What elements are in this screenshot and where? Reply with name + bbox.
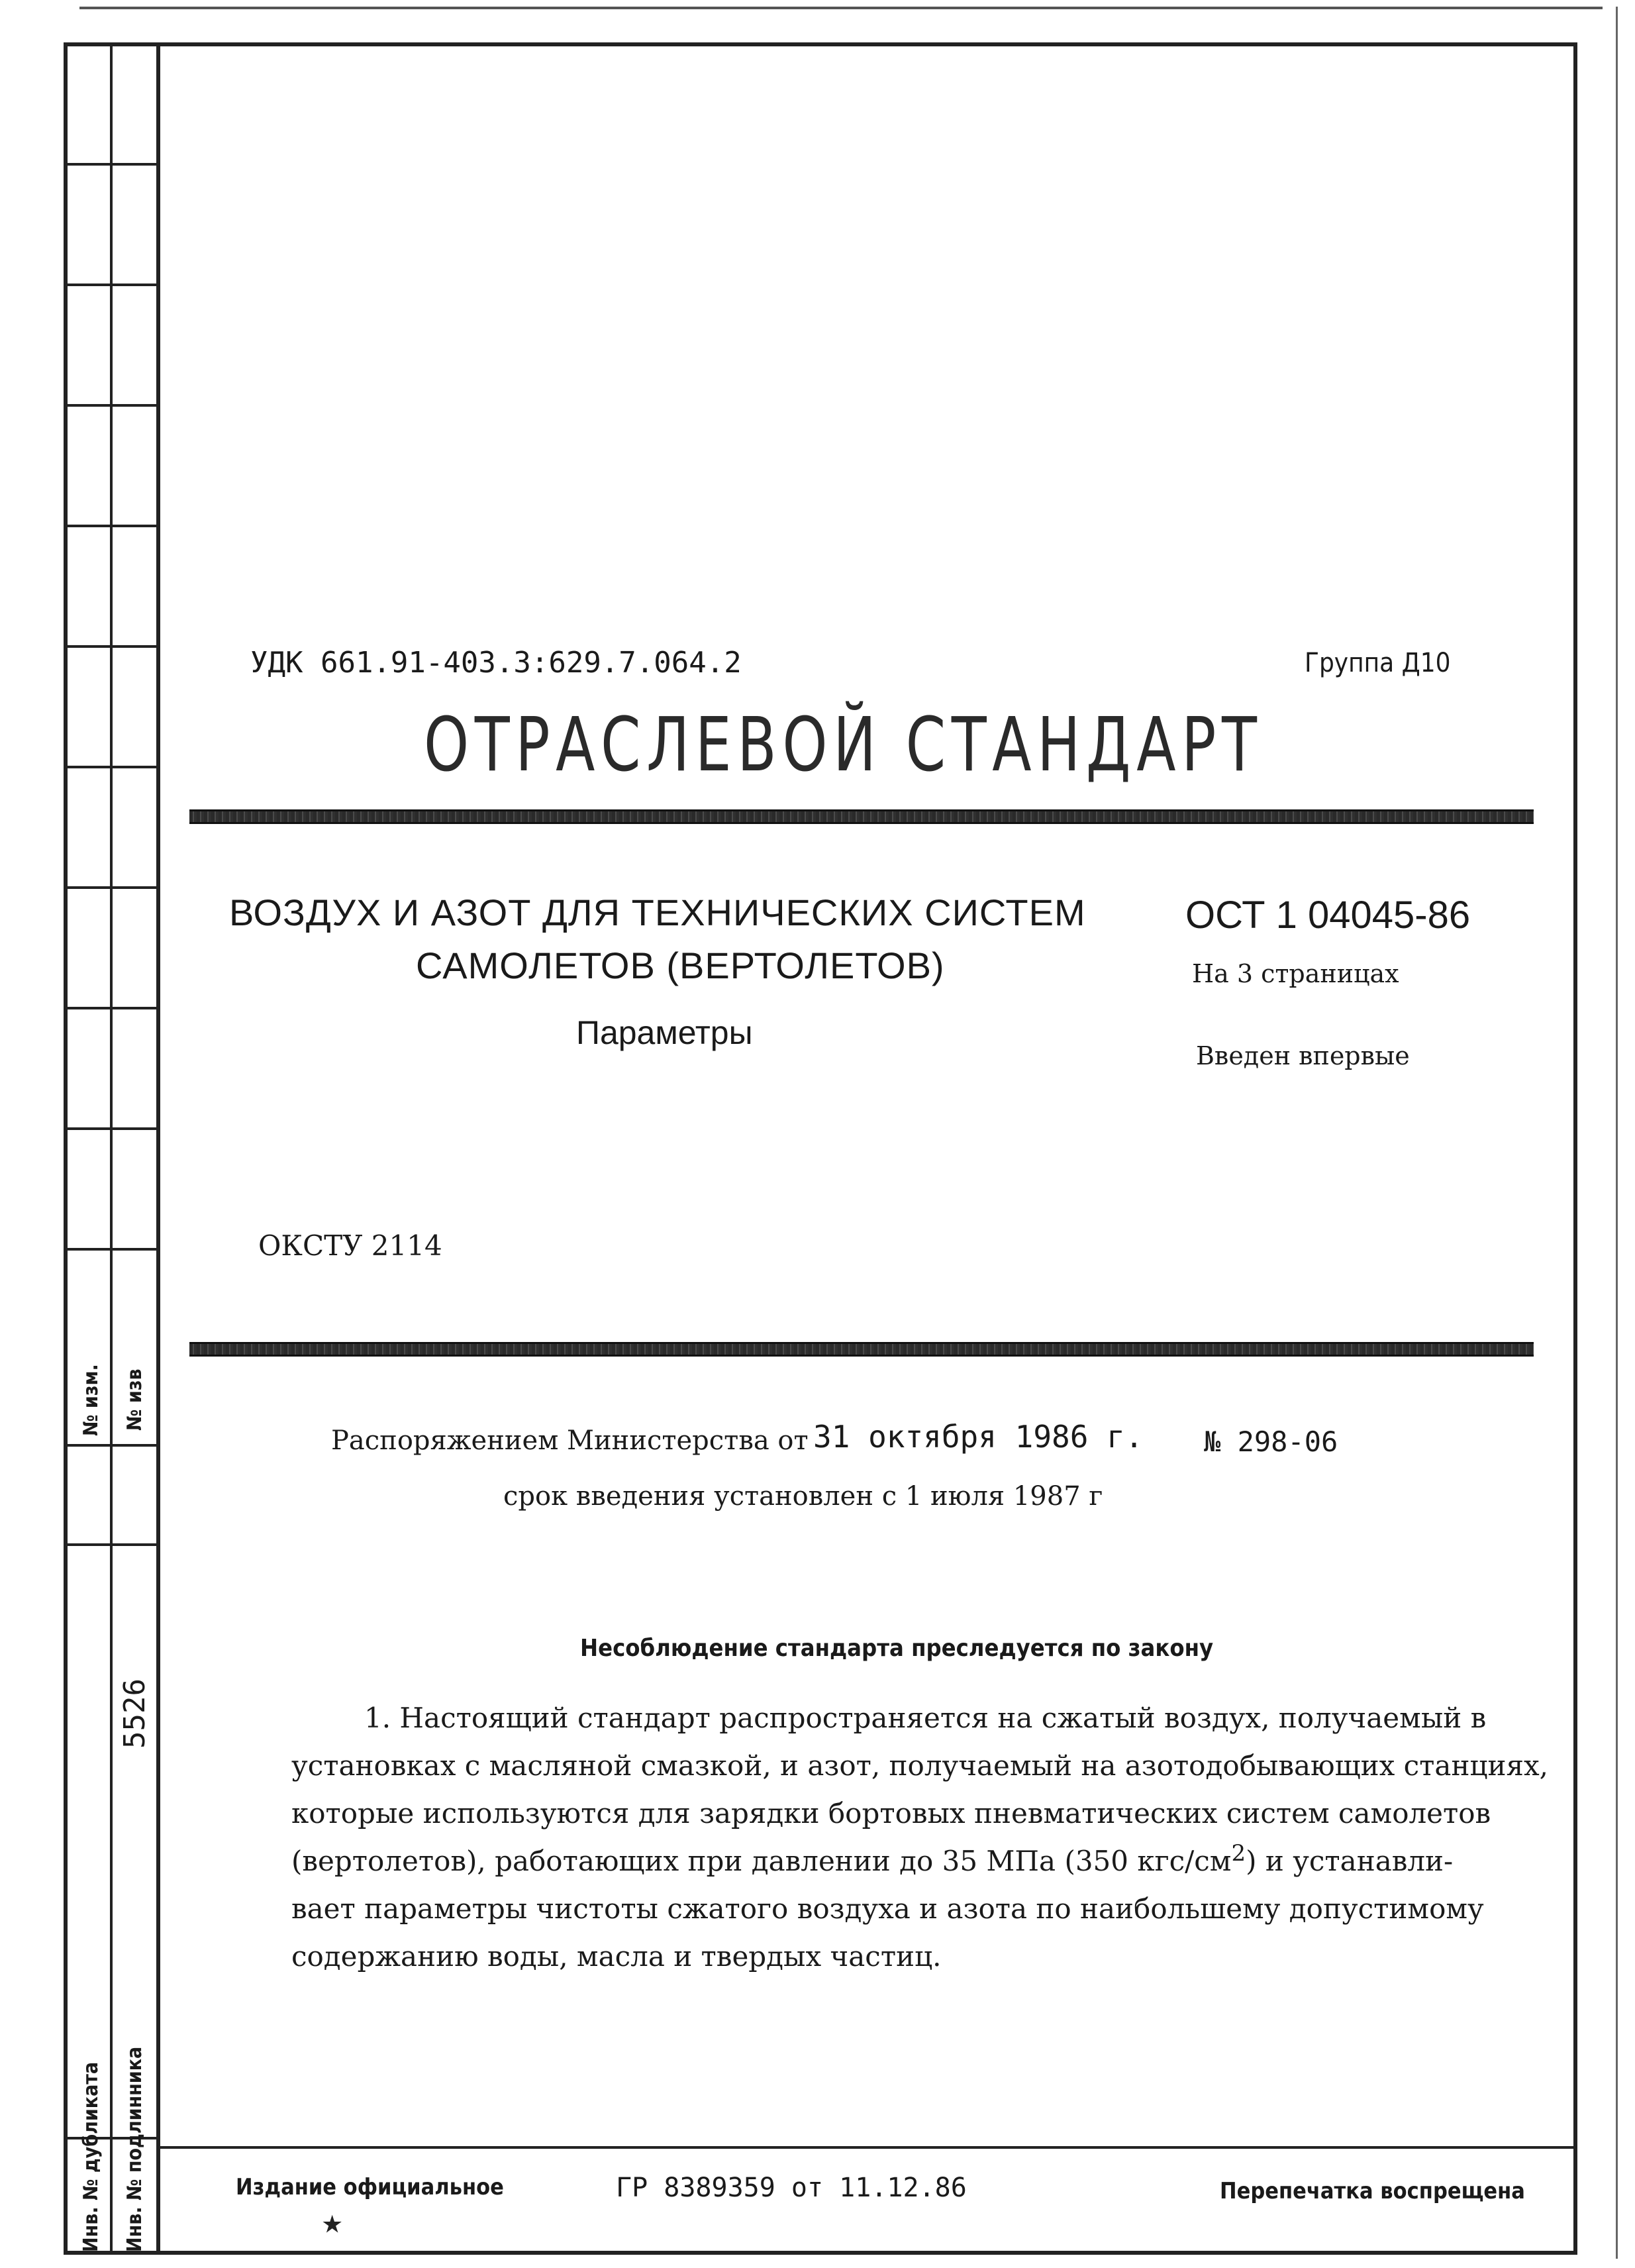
duplicate-number: 5526 [118, 1678, 152, 1749]
footer-edition: Издание официальное [236, 2174, 504, 2200]
margin-inv-duplicate-label: Инв. № дубликата [79, 2061, 103, 2252]
udk-code: УДК 661.91-403.3:629.7.064.2 [250, 646, 742, 680]
footer-registration: ГР 8389359 от 11.12.86 [616, 2173, 967, 2203]
paragraph-line: вает параметры чистоты сжатого воздуха и азота по наибольшему допустимому [291, 1892, 1484, 1925]
superscript: 2 [1231, 1840, 1246, 1867]
document-title-line2: САМОЛЕТОВ (ВЕРТОЛЕТОВ) [416, 945, 945, 986]
order-number: № 298-06 [1204, 1425, 1338, 1458]
margin-row-line [64, 645, 160, 648]
margin-row-line [64, 404, 160, 407]
introduction-note: Введен впервые [1196, 1041, 1410, 1070]
top-divider-bar [189, 809, 1534, 824]
order-text: Распоряжением Министерства от [331, 1425, 809, 1456]
order-date: 31 октября 1986 г. [813, 1419, 1144, 1455]
page-count: На 3 страницах [1192, 959, 1399, 988]
standard-code: ОСТ 1 04045-86 [1185, 894, 1471, 937]
margin-row-line [64, 1444, 160, 1447]
paragraph-line: содержанию воды, масла и твердых частиц. [291, 1940, 942, 1973]
paragraph-line: установках с масляной смазкой, и азот, получаемый на азотодобывающих станциях, [291, 1749, 1548, 1782]
margin-izm-label: № изм. [79, 1364, 103, 1436]
star-icon: ★ [322, 2202, 343, 2242]
document-title-line1: ВОЗДУХ И АЗОТ ДЛЯ ТЕХНИЧЕСКИХ СИСТЕМ [229, 892, 1086, 933]
right-edge-line [1616, 7, 1618, 2259]
effective-date: срок введения установлен с 1 июля 1987 г [503, 1481, 1103, 1512]
paragraph-line: (вертолетов), работающих при давлении до 35 МПа (350 кгс/$см^2$) и устанавли- [291, 1840, 1454, 1877]
margin-row-line [64, 1127, 160, 1130]
paragraph-line: 1. Настоящий стандарт распространяется на сжатый воздух, получаемый в [364, 1702, 1487, 1734]
margin-row-line [64, 886, 160, 889]
footer-divider [160, 2146, 1577, 2149]
top-edge-line [79, 7, 1603, 9]
margin-inner-border [156, 42, 160, 2255]
margin-row-line [64, 766, 160, 768]
margin-row-line [64, 1248, 160, 1251]
scope-paragraph [291, 1694, 1550, 1981]
okstu-code: ОКСТУ 2114 [258, 1229, 442, 1262]
middle-divider-bar [189, 1342, 1534, 1357]
document-subtitle: Параметры [576, 1014, 753, 1051]
margin-row-line [64, 163, 160, 166]
margin-column-divider [110, 42, 113, 2255]
margin-izv-label: № изв [123, 1368, 146, 1431]
margin-inv-original-label: Инв. № подлинника [123, 2046, 146, 2252]
page-title: ОТРАСЛЕВОЙ СТАНДАРТ [424, 702, 1263, 788]
margin-row-line [64, 525, 160, 527]
paragraph-line: которые используются для зарядки бортовых пневматических систем самолетов [291, 1797, 1491, 1830]
margin-row-line [64, 1543, 160, 1546]
margin-row-line [64, 1007, 160, 1009]
law-notice: Несоблюдение стандарта преследуется по закону [580, 1635, 1214, 1662]
footer-reprint-notice: Перепечатка воспрещена [1220, 2178, 1525, 2204]
group-code: Группа Д10 [1305, 648, 1451, 678]
margin-row-line [64, 284, 160, 286]
